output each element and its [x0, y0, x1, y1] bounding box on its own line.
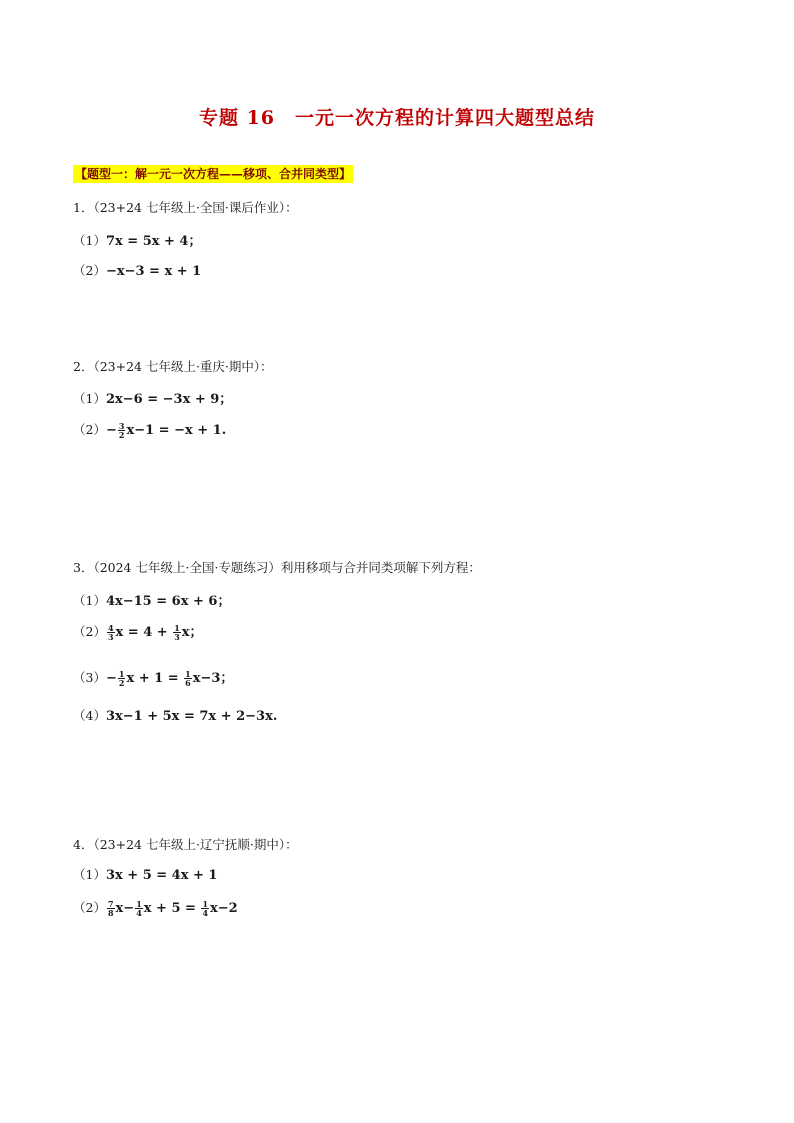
fraction [107, 900, 115, 917]
problem-1-header: 1．（23+24 七年级上·全国·课后作业）： [73, 200, 298, 215]
problem-2-header: 2．（23+24 七年级上·重庆·期中）： [73, 359, 273, 374]
numerator: 1 [185, 669, 191, 679]
item-label: （3） [73, 670, 106, 685]
equation: −x−3 = x + 1 [105, 264, 202, 279]
denominator: 2 [118, 678, 125, 688]
equation: 3x−1 + 5x = 7x + 2−3x. [105, 709, 278, 724]
denominator: 2 [118, 430, 125, 440]
item-label: （2） [73, 263, 106, 278]
denominator: 4 [202, 908, 209, 918]
fraction [135, 900, 143, 917]
equation-end: x； [181, 625, 203, 640]
numerator: 1 [118, 669, 125, 679]
fraction [173, 624, 181, 641]
problem-2-item-1 [73, 388, 232, 407]
numerator: 1 [202, 899, 209, 909]
equation: 7x = 5x + 4； [105, 234, 202, 249]
item-label: （4） [73, 708, 106, 723]
title-main: 一元一次方程的计算四大题型总结 [295, 107, 596, 129]
equation-end: x−2 [210, 901, 238, 916]
problem-3-item-3 [73, 667, 233, 687]
fraction [118, 670, 126, 687]
fraction [201, 900, 209, 917]
numerator: 1 [174, 623, 180, 633]
title-prefix: 专题 16 [198, 107, 276, 129]
problem-4-item-2 [73, 898, 238, 917]
numerator: 7 [107, 899, 114, 909]
denominator: 4 [136, 908, 142, 918]
equation-prefix: − [105, 671, 117, 686]
section-tag: 【题型一：解一元一次方程——移项、合并同类型】 [75, 167, 352, 181]
problem-1-item-1 [73, 230, 201, 249]
problem-3-item-2 [73, 621, 203, 641]
problem-3-item-1 [73, 590, 230, 609]
item-label: （1） [73, 867, 106, 882]
numerator: 4 [107, 623, 114, 633]
equation-middle: x + 1 = [126, 671, 184, 686]
problem-1-item-2 [73, 261, 201, 279]
denominator: 6 [185, 678, 191, 688]
item-label: （1） [73, 233, 106, 248]
item-label: （2） [73, 624, 106, 639]
equation-middle-2: x + 5 = [143, 901, 201, 916]
equation: 3x + 5 = 4x + 1 [105, 868, 218, 883]
equation-prefix: − [105, 423, 117, 438]
problem-3-header: 3．（2024 七年级上·全国·专题练习）利用移项与合并同类项解下列方程： [73, 560, 481, 575]
denominator: 3 [174, 632, 180, 642]
item-label: （1） [73, 593, 106, 608]
problem-4-item-1 [73, 865, 217, 883]
equation-end: x−3； [192, 671, 234, 686]
item-label: （2） [73, 900, 106, 915]
denominator: 8 [107, 908, 114, 918]
problem-3-item-4 [73, 706, 277, 724]
page-title [0, 103, 794, 130]
numerator: 3 [118, 421, 125, 431]
numerator: 1 [136, 899, 142, 909]
equation: x−1 = −x + 1. [126, 423, 227, 438]
equation: 4x−15 = 6x + 6； [105, 594, 231, 609]
fraction [107, 624, 115, 641]
fraction [118, 422, 126, 439]
item-label: （2） [73, 422, 106, 437]
fraction [184, 670, 192, 687]
equation-middle: x− [115, 901, 135, 916]
problem-4-header: 4．（23+24 七年级上·辽宁抚顺·期中）： [73, 837, 298, 852]
problem-2-item-2 [73, 420, 226, 439]
denominator: 3 [107, 632, 114, 642]
equation-middle: x = 4 + [115, 625, 173, 640]
equation: 2x−6 = −3x + 9； [105, 392, 233, 407]
item-label: （1） [73, 391, 106, 406]
